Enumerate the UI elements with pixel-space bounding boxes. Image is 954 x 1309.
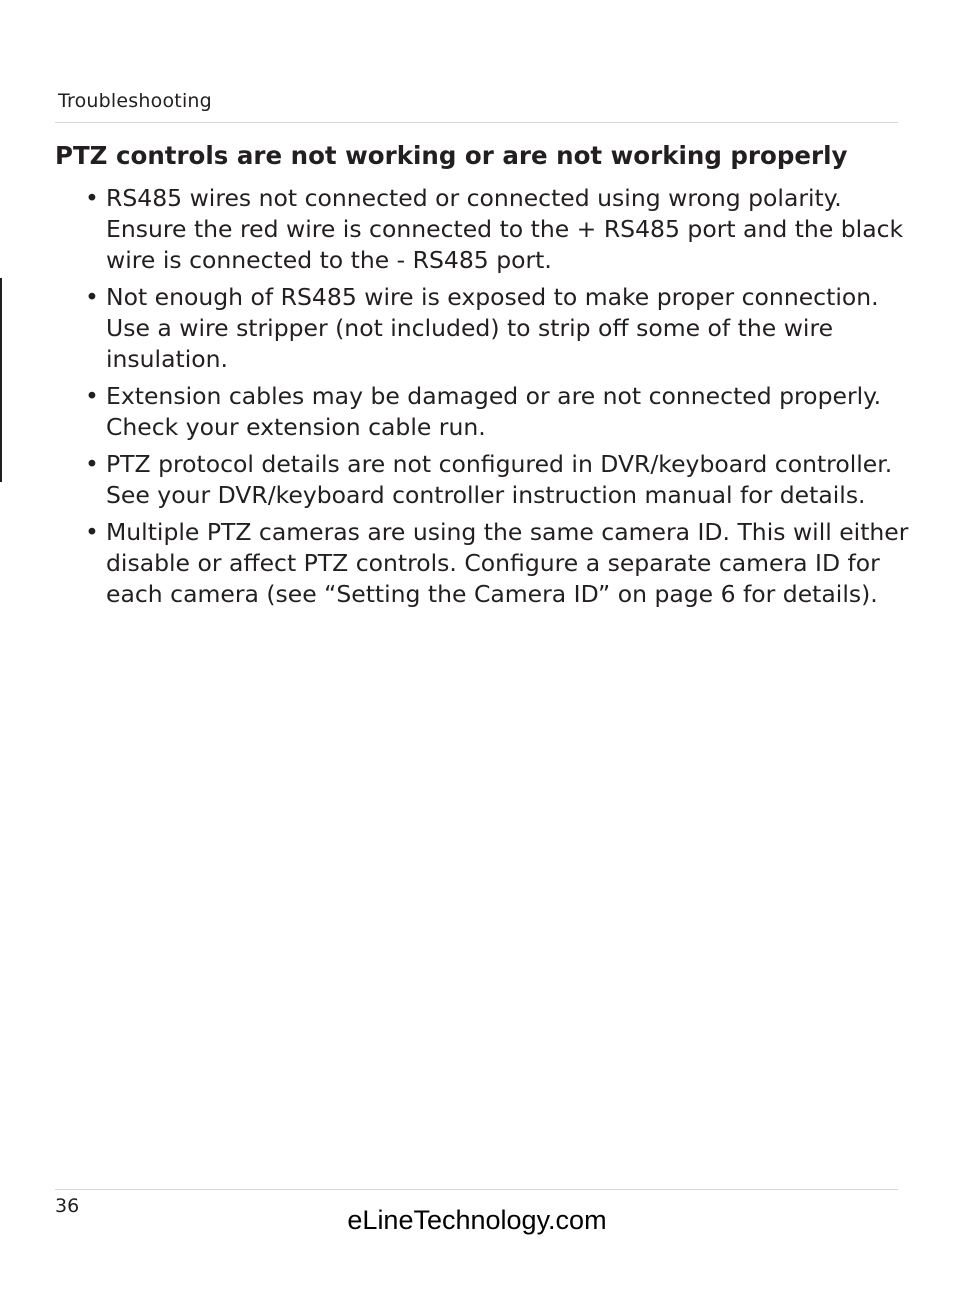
bullet-icon: •: [85, 184, 99, 212]
list-item: [85, 183, 915, 276]
bullet-icon: •: [85, 450, 99, 478]
list-item-text: Not enough of RS485 wire is exposed to make proper connection. Use a wire stripper (not included) to strip off some of the wire insulation.: [106, 283, 879, 373]
margin-change-bar: [0, 278, 2, 482]
list-item-text: PTZ protocol details are not configured in DVR/keyboard controller. See your DVR/keyboard controller instruction manual for details.: [106, 450, 893, 509]
list-item-text: Multiple PTZ cameras are using the same camera ID. This will either disable or affect PTZ controls. Configure a separate camera ID for each camera (see “Setting the Camera ID” on page 6 for details).: [106, 518, 909, 608]
bullet-icon: •: [85, 382, 99, 410]
page-number: 36: [55, 1195, 80, 1217]
bullet-icon: •: [85, 283, 99, 311]
troubleshooting-list: [85, 183, 915, 616]
list-item: [85, 282, 915, 375]
footer-divider: [55, 1189, 898, 1190]
header-divider: [55, 122, 898, 123]
list-item: [85, 449, 915, 511]
section-heading: PTZ controls are not working or are not working properly: [55, 141, 848, 170]
list-item: [85, 381, 915, 443]
bullet-icon: •: [85, 518, 99, 546]
list-item-text: RS485 wires not connected or connected using wrong polarity. Ensure the red wire is connected to the + RS485 port and the black wire is connected to the - RS485 port.: [106, 184, 904, 274]
list-item-text: Extension cables may be damaged or are not connected properly. Check your extension cable run.: [106, 382, 882, 441]
running-header: Troubleshooting: [58, 90, 212, 112]
website-footer: eLineTechnology.com: [347, 1205, 607, 1235]
list-item: [85, 517, 915, 610]
